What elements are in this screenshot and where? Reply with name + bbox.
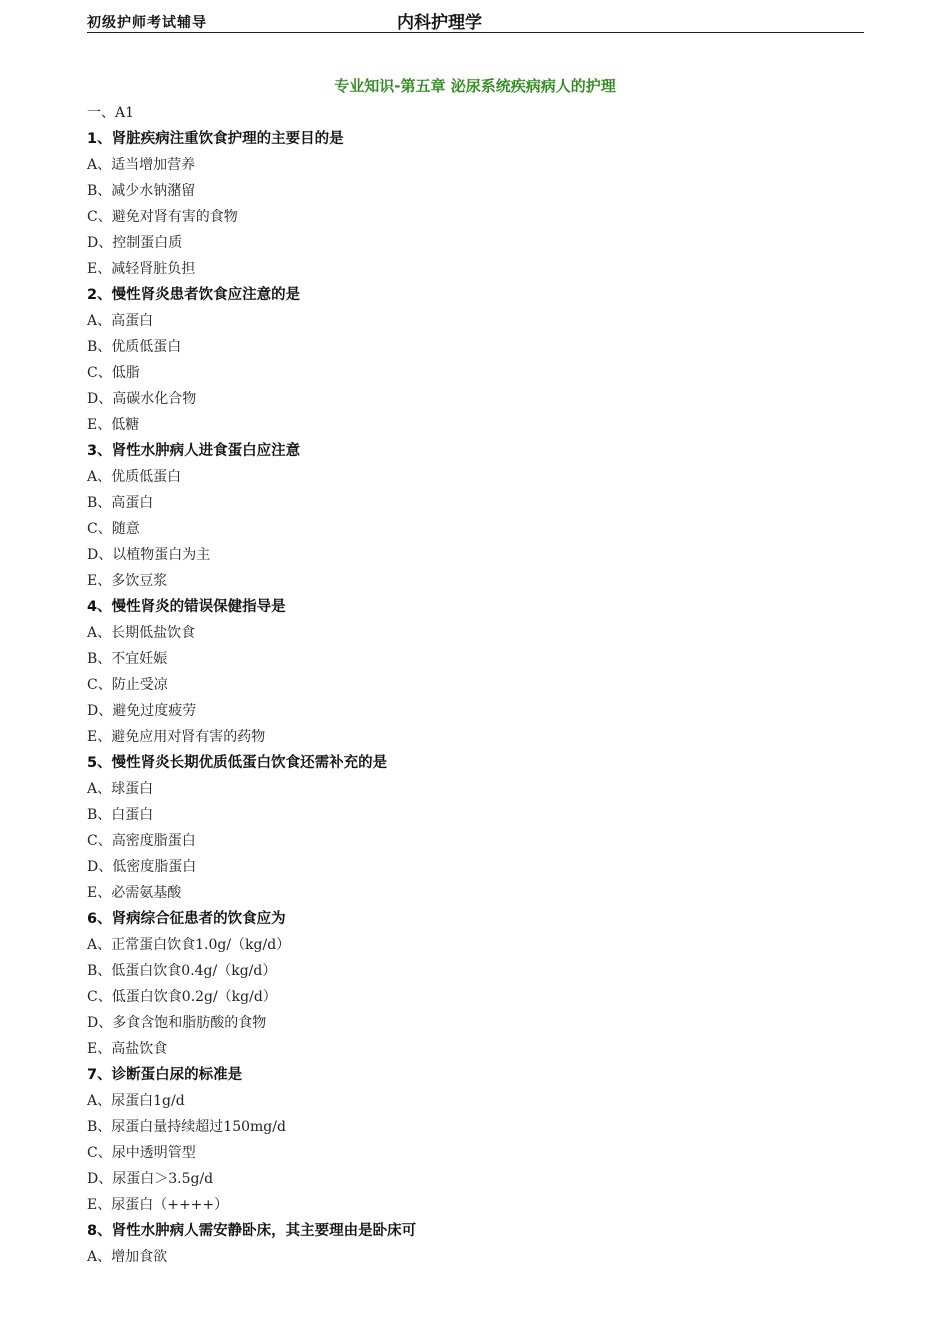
question-option: B、尿蛋白量持续超过150mg/d [87, 1119, 286, 1135]
question-stem: 5、慢性肾炎长期优质低蛋白饮食还需补充的是 [87, 755, 388, 771]
chapter-title [0, 75, 950, 96]
question-option: A、长期低盐饮食 [87, 625, 196, 641]
question-option: B、白蛋白 [87, 807, 154, 823]
question-option: D、尿蛋白＞3.5g/d [87, 1171, 214, 1187]
question-option: A、优质低蛋白 [87, 469, 182, 485]
question-option: B、低蛋白饮食0.4g/（kg/d） [87, 963, 277, 979]
question-option: B、减少水钠潴留 [87, 183, 196, 199]
question-option: C、避免对肾有害的食物 [87, 209, 238, 225]
header-center-title: 内科护理学 [397, 13, 482, 33]
question-stem: 4、慢性肾炎的错误保健指导是 [87, 599, 286, 615]
question-option: E、高盐饮食 [87, 1041, 168, 1057]
question-stem: 3、肾性水肿病人进食蛋白应注意 [87, 443, 301, 459]
question-option: C、低脂 [87, 365, 140, 381]
question-option: A、尿蛋白1g/d [87, 1093, 185, 1109]
question-option: A、高蛋白 [87, 313, 154, 329]
question-option: D、高碳水化合物 [87, 391, 197, 407]
question-stem: 6、肾病综合征患者的饮食应为 [87, 911, 286, 927]
question-stem: 8、肾性水肿病人需安静卧床，其主要理由是卧床可 [87, 1223, 417, 1239]
question-option: C、防止受凉 [87, 677, 168, 693]
question-option: E、多饮豆浆 [87, 573, 168, 589]
chapter-title-text: 专业知识-第五章 泌尿系统疾病病人的护理 [334, 77, 616, 95]
question-option: A、正常蛋白饮食1.0g/（kg/d） [87, 937, 291, 953]
question-option: D、多食含饱和脂肪酸的食物 [87, 1015, 267, 1031]
question-option: A、适当增加营养 [87, 157, 196, 173]
question-option: C、低蛋白饮食0.2g/（kg/d） [87, 989, 277, 1005]
question-stem: 7、诊断蛋白尿的标准是 [87, 1067, 243, 1083]
question-option: B、不宜妊娠 [87, 651, 168, 667]
question-option: E、避免应用对肾有害的药物 [87, 729, 266, 745]
page-header [87, 8, 864, 33]
question-option: A、增加食欲 [87, 1249, 168, 1265]
header-left-title: 初级护师考试辅导 [87, 15, 207, 31]
question-option: B、高蛋白 [87, 495, 154, 511]
question-option: D、低密度脂蛋白 [87, 859, 197, 875]
question-stem: 2、慢性肾炎患者饮食应注意的是 [87, 287, 301, 303]
question-stem: 1、肾脏疾病注重饮食护理的主要目的是 [87, 131, 344, 147]
section-label: 一、A1 [87, 105, 135, 121]
question-option: C、高密度脂蛋白 [87, 833, 196, 849]
question-option: E、必需氨基酸 [87, 885, 182, 901]
question-option: E、减轻肾脏负担 [87, 261, 196, 277]
question-option: E、尿蛋白（++++） [87, 1197, 229, 1213]
question-option: E、低糖 [87, 417, 140, 433]
question-option: C、随意 [87, 521, 140, 537]
question-option: C、尿中透明管型 [87, 1145, 196, 1161]
question-option: D、避免过度疲劳 [87, 703, 197, 719]
question-list [87, 100, 864, 1270]
question-option: B、优质低蛋白 [87, 339, 182, 355]
question-option: D、控制蛋白质 [87, 235, 183, 251]
question-option: A、球蛋白 [87, 781, 154, 797]
question-option: D、以植物蛋白为主 [87, 547, 211, 563]
